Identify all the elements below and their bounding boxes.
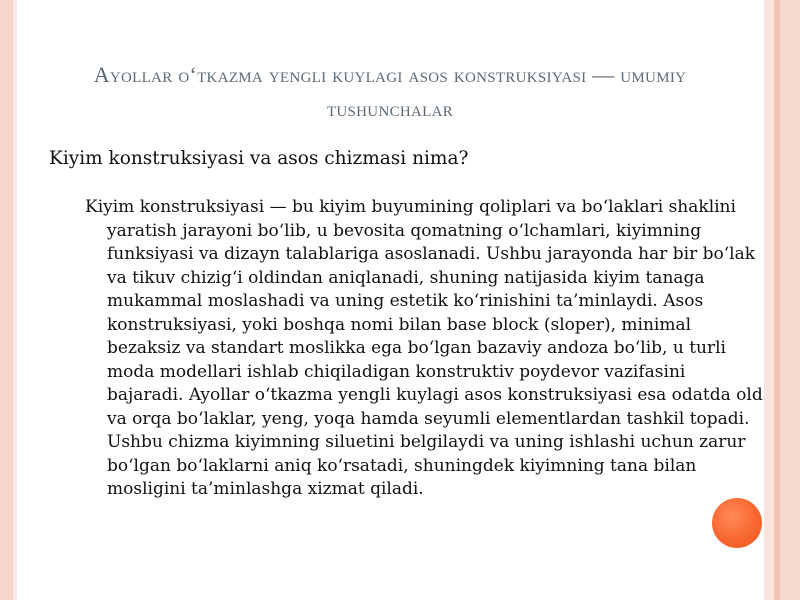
left-border-stripe [0,0,13,600]
slide-body-paragraph: Kiyim konstruksiyasi — bu kiyim buyumining qoliplari va bo‘laklari shaklini yaratish jarayoni bo‘lib, u bevosita qomatning o‘lchamlari, kiyimning funksiyasi va dizayn talablariga asoslanadi. Ushbu jarayonda har bir bo‘lak va tikuv chizig‘i oldindan aniqlanadi, shuning natijasida kiyim tanaga mukammal moslashadi va uning estetik ko‘rinishini ta’minlaydi. Asos konstruksiyasi, yoki boshqa nomi bilan base block (sloper), minimal bezaksiz va standart moslikka ega bo‘lgan bazaviy andoza bo‘lib, u turli moda modellari ishlab chiqiladigan konstruktiv poydevor vazifasini bajaradi. Ayollar o‘tkazma yengli kuylagi asos konstruksiyasi esa odatda old va orqa bo‘laklar, yeng, yoqa hamda seyumli elementlardan tashkil topadi. Ushbu chizma kiyimning siluetini belgilaydi va uning ishlashi uchun zarur bo‘lgan bo‘laklarni aniq ko‘rsatadi, shuningdek kiyimning tana bilan mosligini ta’minlashga xizmat qiladi. [85,197,763,499]
slide-title: Ayollar o‘tkazma yengli kuylagi asos konstruksiyasi — umumiy tushunchalar [93,62,687,121]
orange-circle-decoration [712,498,762,548]
slide-subheading: Kiyim konstruksiyasi va asos chizmasi nima? [49,148,469,169]
right-border-stripe-outer [780,0,800,600]
left-border-stripe-inner [13,0,17,600]
